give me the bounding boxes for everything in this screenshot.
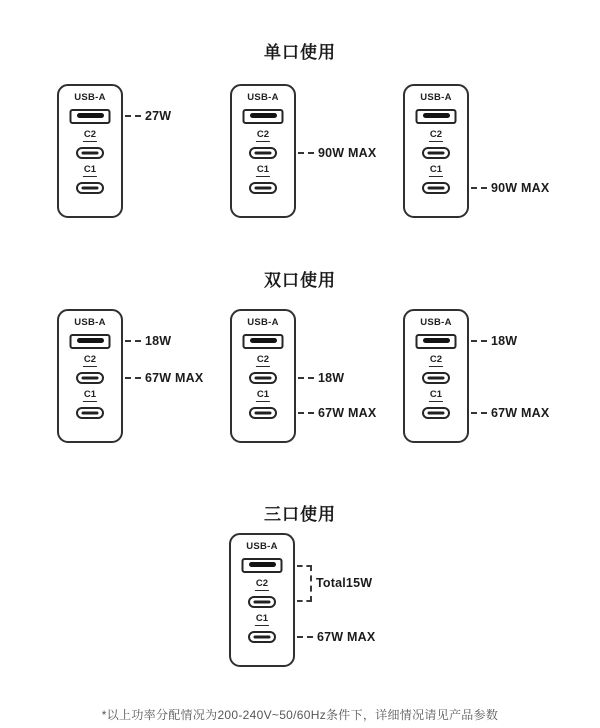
- power-value: 90W MAX: [491, 181, 550, 195]
- usb-c1-port-label: C1: [429, 164, 443, 175]
- usb-c1-port-label: C1: [83, 389, 97, 400]
- dashed-leader-line: [298, 412, 314, 414]
- usb-c1-port-icon: [249, 182, 277, 194]
- usb-a-pin-bar: [423, 338, 450, 343]
- usb-c-pin-bar: [82, 187, 99, 190]
- charger-diagram: [403, 309, 550, 443]
- power-annotation: [298, 145, 376, 161]
- usb-a-port-label: USB-A: [74, 92, 106, 103]
- usb-c2-port-label: C2: [255, 578, 269, 589]
- usb-c-pin-bar: [428, 152, 445, 155]
- usb-a-port-icon: [416, 334, 457, 349]
- usb-c1-port-label: C1: [429, 389, 443, 400]
- usb-a-port-label: USB-A: [420, 317, 452, 328]
- charger-diagram: [230, 84, 377, 218]
- usb-c1-port-icon: [422, 407, 450, 419]
- charger-body: [230, 84, 296, 218]
- usb-c1-port-icon: [76, 182, 104, 194]
- usb-c2-port-icon: [248, 596, 276, 608]
- usb-c2-port-icon: [422, 372, 450, 384]
- usb-a-port-label: USB-A: [247, 92, 279, 103]
- power-value: 27W: [145, 109, 172, 123]
- usb-a-port-icon: [242, 558, 283, 573]
- usb-c2-port-icon: [422, 147, 450, 159]
- usb-a-pin-bar: [250, 113, 277, 118]
- usb-c-pin-bar: [82, 152, 99, 155]
- section-title-single-port: 单口使用: [264, 43, 336, 62]
- usb-a-port-label: USB-A: [420, 92, 452, 103]
- power-value: 18W: [145, 334, 172, 348]
- charger-body: [403, 84, 469, 218]
- usb-c2-port-label: C2: [83, 129, 97, 140]
- dashed-leader-line: [125, 377, 141, 379]
- dashed-leader-line: [125, 115, 141, 117]
- usb-c-pin-bar: [255, 412, 272, 415]
- dashed-leader-line: [297, 636, 313, 638]
- power-value: 67W MAX: [491, 406, 550, 420]
- usb-c2-port-label: C2: [429, 129, 443, 140]
- usb-a-pin-bar: [249, 562, 276, 567]
- dashed-leader-line: [298, 152, 314, 154]
- charger-diagram: [229, 533, 376, 667]
- usb-c2-port-icon: [76, 372, 104, 384]
- dashed-leader-line: [471, 340, 487, 342]
- usb-a-pin-bar: [250, 338, 277, 343]
- power-annotation: [298, 370, 344, 386]
- usb-c-pin-bar: [254, 636, 271, 639]
- footnote-text: *以上功率分配情况为200-240V~50/60Hz条件下，详细情况请见产品参数: [101, 708, 499, 722]
- usb-c-pin-bar: [254, 601, 271, 604]
- power-value: 18W: [318, 371, 345, 385]
- usb-a-pin-bar: [423, 113, 450, 118]
- power-annotation: [125, 108, 171, 124]
- power-value: 18W: [491, 334, 518, 348]
- usb-a-port-icon: [416, 109, 457, 124]
- section-title-dual-port: 双口使用: [264, 271, 336, 290]
- charger-body: [230, 309, 296, 443]
- usb-a-pin-bar: [77, 113, 104, 118]
- usb-a-port-icon: [243, 109, 284, 124]
- usb-c-pin-bar: [82, 377, 99, 380]
- usb-c1-port-icon: [422, 182, 450, 194]
- power-annotation: [125, 370, 203, 386]
- usb-c1-port-label: C1: [256, 389, 270, 400]
- charger-diagram: [403, 84, 550, 218]
- dashed-leader-line: [471, 412, 487, 414]
- usb-c2-port-label: C2: [429, 354, 443, 365]
- power-annotation: [125, 333, 171, 349]
- power-value: Total15W: [316, 576, 373, 590]
- power-value: 90W MAX: [318, 146, 377, 160]
- usb-c-pin-bar: [82, 412, 99, 415]
- usb-a-port-label: USB-A: [246, 541, 278, 552]
- usb-c2-port-icon: [249, 372, 277, 384]
- usb-a-port-icon: [243, 334, 284, 349]
- power-annotation: [471, 405, 549, 421]
- power-annotation: [298, 405, 376, 421]
- power-annotation: [471, 333, 517, 349]
- usb-c2-port-label: C2: [83, 354, 97, 365]
- usb-c2-port-icon: [249, 147, 277, 159]
- usb-c2-port-icon: [76, 147, 104, 159]
- usb-c1-port-icon: [249, 407, 277, 419]
- dashed-leader-line: [298, 377, 314, 379]
- usb-c1-port-icon: [76, 407, 104, 419]
- usb-a-port-label: USB-A: [247, 317, 279, 328]
- power-value: 67W MAX: [145, 371, 204, 385]
- usb-c1-port-label: C1: [255, 613, 269, 624]
- charger-body: [403, 309, 469, 443]
- usb-c1-port-icon: [248, 631, 276, 643]
- power-annotation: [316, 575, 372, 591]
- charger-body: [57, 309, 123, 443]
- usb-a-port-icon: [70, 109, 111, 124]
- usb-c1-port-label: C1: [83, 164, 97, 175]
- usb-c-pin-bar: [428, 187, 445, 190]
- usb-c-pin-bar: [255, 187, 272, 190]
- usb-c-pin-bar: [255, 152, 272, 155]
- usb-c2-port-label: C2: [256, 354, 270, 365]
- power-annotation: [471, 180, 549, 196]
- charger-body: [57, 84, 123, 218]
- usb-c1-port-label: C1: [256, 164, 270, 175]
- usb-c-pin-bar: [255, 377, 272, 380]
- dashed-leader-line: [471, 187, 487, 189]
- dashed-group-bracket: [297, 565, 312, 602]
- dashed-leader-line: [125, 340, 141, 342]
- charger-body: [229, 533, 295, 667]
- charger-diagram: [57, 309, 204, 443]
- usb-a-port-icon: [70, 334, 111, 349]
- power-value: 67W MAX: [318, 406, 377, 420]
- usb-c-pin-bar: [428, 412, 445, 415]
- section-title-triple-port: 三口使用: [264, 505, 336, 524]
- charger-diagram: [57, 84, 172, 218]
- power-annotation: [297, 629, 375, 645]
- usb-c2-port-label: C2: [256, 129, 270, 140]
- usb-a-port-label: USB-A: [74, 317, 106, 328]
- charger-diagram: [230, 309, 377, 443]
- power-value: 67W MAX: [317, 630, 376, 644]
- usb-c-pin-bar: [428, 377, 445, 380]
- usb-a-pin-bar: [77, 338, 104, 343]
